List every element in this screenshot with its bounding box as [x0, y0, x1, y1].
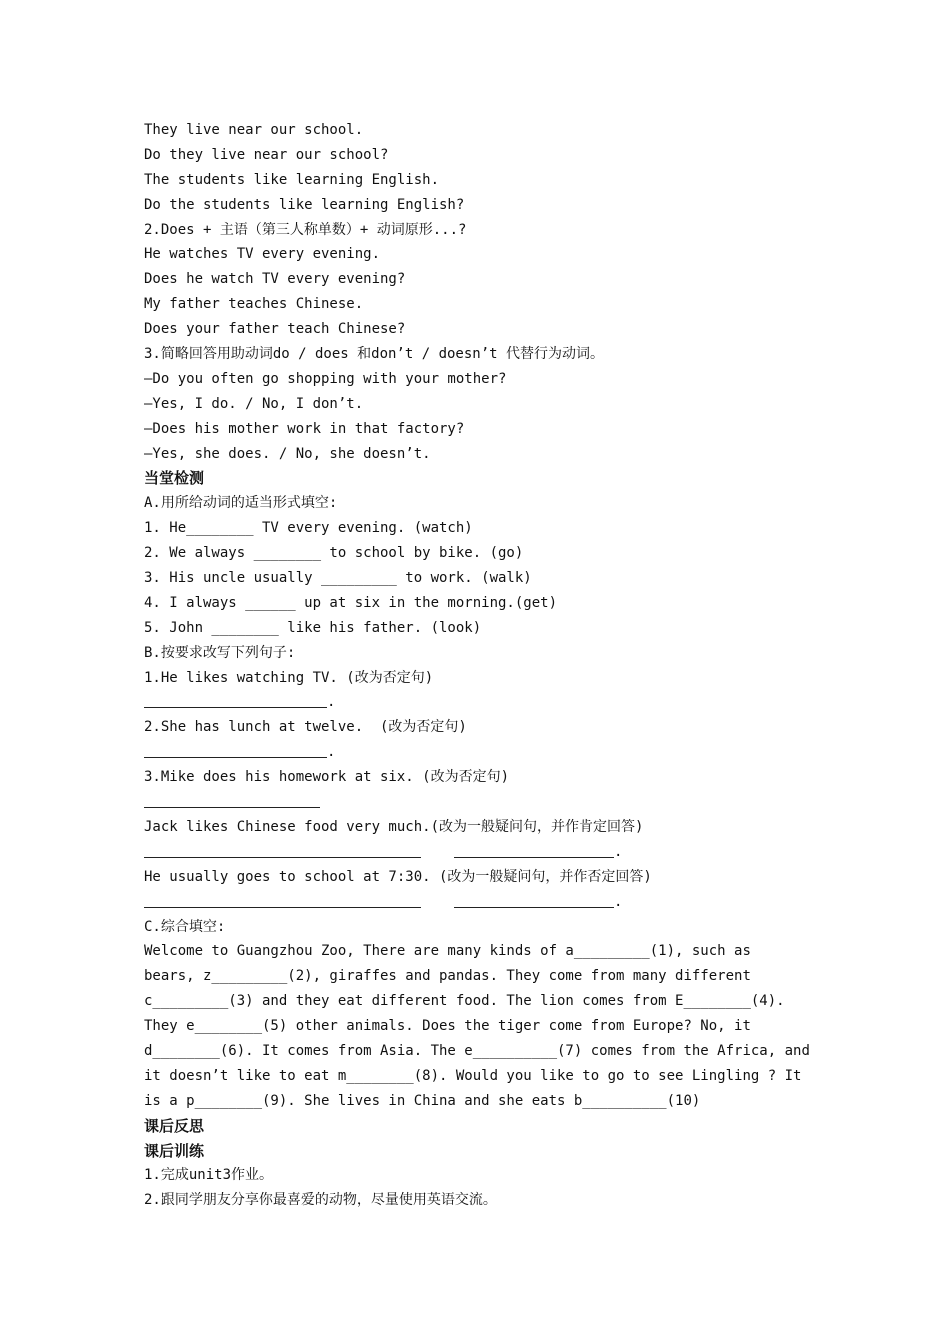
answer-period: . [327, 694, 336, 711]
example-line: Do they live near our school? [144, 146, 389, 163]
homework-item: 2.跟同学朋友分享你最喜爱的动物，尽量使用英语交流。 [144, 1192, 497, 1209]
answer-blank[interactable] [144, 890, 421, 915]
answer-blank[interactable] [144, 690, 327, 715]
dialogue-line: —Do you often go shopping with your mother? [144, 370, 507, 387]
example-line: He watches TV every evening. [144, 246, 381, 263]
grammar-rule-3: 3.简略回答用助动词do / does 和don’t / doesn’t 代替行为动词。 [144, 346, 605, 363]
part-b-title: B.按要求改写下列句子: [144, 644, 296, 661]
answer-line [144, 790, 824, 815]
cloze-line: bears, z_________(2), giraffes and pandas. They come from many different [144, 968, 751, 985]
part-a-title: A.用所给动词的适当形式填空: [144, 495, 338, 512]
exercise-item: 3. His uncle usually _________ to work. (walk) [144, 570, 532, 587]
answer-blank[interactable] [144, 740, 327, 765]
exercise-item: 1. He________ TV every evening. (watch) [144, 520, 473, 537]
cloze-line: d________(6). It comes from Asia. The e__________(7) comes from the Africa, and [144, 1042, 810, 1059]
rewrite-item: 3.Mike does his homework at six. (改为否定句) [144, 769, 510, 786]
example-line: Does your father teach Chinese? [144, 321, 406, 338]
answer-blank[interactable] [144, 790, 320, 815]
section-heading-reflection: 课后反思 [144, 1116, 205, 1135]
dialogue-line: —Does his mother work in that factory? [144, 420, 465, 437]
rewrite-item: 2.She has lunch at twelve. (改为否定句) [144, 719, 467, 736]
exercise-item: 5. John ________ like his father. (look) [144, 619, 482, 636]
answer-period: . [327, 744, 336, 761]
section-heading-test: 当堂检测 [144, 469, 205, 488]
section-heading-training: 课后训练 [144, 1141, 205, 1160]
answer-line [144, 690, 824, 715]
answer-line [144, 740, 824, 765]
answer-line [144, 840, 824, 865]
cloze-line: Welcome to Guangzhou Zoo, There are many kinds of a_________(1), such as [144, 943, 751, 960]
exercise-item: 2. We always ________ to school by bike. (go) [144, 545, 524, 562]
example-line: The students like learning English. [144, 171, 440, 188]
part-c-title: C.综合填空: [144, 918, 226, 935]
rewrite-item: 1.He likes watching TV. (改为否定句) [144, 669, 434, 686]
rewrite-item: Jack likes Chinese food very much.(改为一般疑问句，并作肯定回答) [144, 818, 644, 835]
worksheet-page [144, 118, 824, 1213]
cloze-line: c_________(3) and they eat different food. The lion comes from E________(4). [144, 993, 785, 1010]
example-line: Do the students like learning English? [144, 196, 465, 213]
cloze-line: is a p________(9). She lives in China and she eats b__________(10) [144, 1092, 701, 1109]
cloze-line: it doesn’t like to eat m________(8). Would you like to go to see Lingling ? It [144, 1067, 802, 1084]
example-line: Does he watch TV every evening? [144, 271, 406, 288]
dialogue-line: —Yes, she does. / No, she doesn’t. [144, 445, 431, 462]
answer-blank[interactable] [454, 840, 614, 865]
example-line: They live near our school. [144, 122, 364, 138]
cloze-line: They e________(5) other animals. Does the tiger come from Europe? No, it [144, 1018, 751, 1035]
rewrite-item: He usually goes to school at 7:30. (改为一般疑问句，并作否定回答) [144, 868, 652, 885]
homework-item: 1.完成unit3作业。 [144, 1167, 274, 1184]
dialogue-line: —Yes, I do. / No, I don’t. [144, 395, 364, 412]
answer-period: . [614, 893, 623, 910]
answer-period: . [614, 843, 623, 860]
answer-blank[interactable] [454, 890, 614, 915]
exercise-item: 4. I always ______ up at six in the morning.(get) [144, 594, 558, 611]
example-line: My father teaches Chinese. [144, 296, 364, 313]
answer-blank[interactable] [144, 840, 421, 865]
grammar-rule-2: 2.Does + 主语（第三人称单数）+ 动词原形...? [144, 221, 467, 238]
answer-line [144, 890, 824, 915]
